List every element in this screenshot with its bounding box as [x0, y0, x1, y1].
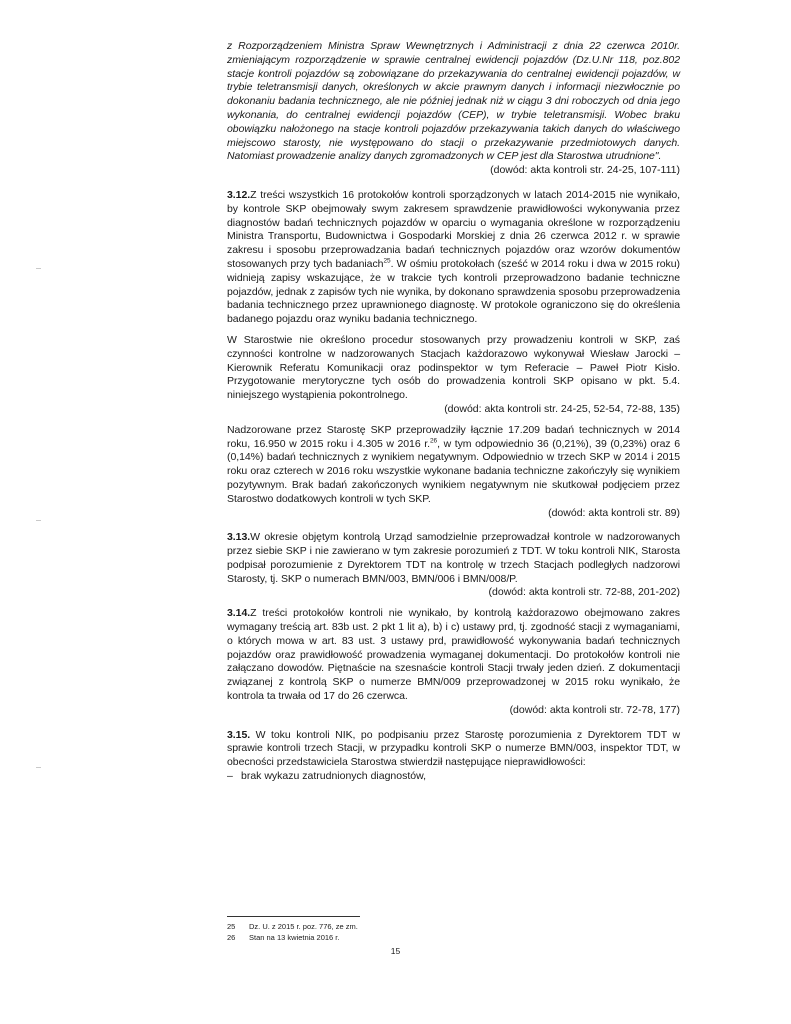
evidence-reference: (dowód: akta kontroli str. 24-25, 52-54, 72-88, 135) [444, 402, 680, 415]
section-3-13-paragraph: 3.13.W okresie objętym kontrolą Urząd samodzielnie przeprowadzał kontrole w nadzorowanych przez siebie SKP i nie zawierano w tym zakresie porozumień z TDT. W toku kontroli NIK, Starosta podpisał porozumienie z Dyrektorem TDT na kontrolę w trzech Stacjach podległych nadzorowi Starosty, tj. SKP o numerach BMN/003, BMN/006 i BMN/008/P. [227, 531, 680, 585]
main-text-column [227, 40, 680, 784]
footnote: 25 Dz. U. z 2015 r. poz. 776, ze zm. [227, 922, 358, 931]
section-number: 3.14. [227, 607, 251, 620]
section-3-12-paragraph-1: 3.12.Z treści wszystkich 16 protokołów kontroli sporządzonych w latach 2014-2015 nie wynikało, by kontrole SKP obejmowały swym zakresem sprawdzenie prawidłowości wykonywania przez diagnostów badań technicznych pojazdów w oparciu o wymagania określone w rozporządzeniu Ministra Transportu, Budownictwa i Gospodarki Morskiej z dnia 26 czerwca 2012 r. w sprawie zakresu i sposobu przeprowadzania badań technicznych pojazdów oraz wzorów dokumentów stosowanych przy tych badaniach$^{25}$. W ośmiu protokołach (sześć w 2014 roku i dwa w 2015 roku) widnieją zapisy wskazujące, że w trakcie tych kontroli przeprowadzono badanie techniczne pojazdów, jednak z zapisów tych nie wynika, by dokonano sprawdzenia sposobu przeprowadzenia badania technicznego przez uprawnionego diagnostę. W protokole ograniczono się do określenia badanego pojazdu oraz wyniku badania technicznego. [227, 188, 680, 326]
quoted-explanation: z Rozporządzeniem Ministra Spraw Wewnętrznych i Administracji z dnia 22 czerwca 2010r. zmieniającym rozporządzenie w sprawie centralnej ewidencji pojazdów (Dz.U.Nr 118, poz.802 stacje kontroli pojazdów są zobowiązane do przekazywania do centralnej ewidencji pojazdów, w trybie teletransmisji danych, określonych w akcie prawnym danych i informacji niezwłocznie po dokonaniu badania technicznego, ale nie później jednak niż w ciągu 3 dni roboczych od dnia jego wykonania, do centralnej ewidencji pojazdów (CEP), w trybie teletransmisji. Wobec braku obowiązku nałożonego na stacje kontroli pojazdów przekazywania takich danych do właściwego miejscowo starosty, nie występowano do stacji o przekazywanie przedmiotowych danych. Natomiast prowadzenie analizy danych zgromadzonych w CEP jest dla Starostwa utrudnione". [227, 40, 680, 163]
page-number: 15 [390, 946, 401, 956]
section-number: 3.12. [227, 188, 251, 201]
evidence-reference: (dowód: akta kontroli str. 89) [548, 506, 680, 519]
footnote-divider [227, 916, 360, 917]
evidence-reference: (dowód: akta kontroli str. 24-25, 107-111) [490, 164, 680, 177]
section-3-12-paragraph-3: Nadzorowane przez Starostę SKP przeprowadziły łącznie 17.209 badań technicznych w 2014 roku, 16.950 w 2015 roku i 4.305 w 2016 r.$^{26}$, w tym odpowiednio 36 (0,21%), 39 (0,23%) oraz 6 (0,14%) badań technicznych z wynikiem negatywnym. Odpowiednio w trzech SKP w 2014 i 2015 roku oraz czterech w 2016 roku wszystkie wykonane badania techniczne zakończyły się wynikiem pozytywnym. Brak badań zakończonych wynikiem negatywnym nie skutkował podjęciem przez Starostwo dodatkowych kontroli w tych SKP. [227, 423, 680, 505]
footnotes [227, 921, 680, 943]
footnote-ref: 26 [429, 437, 438, 445]
section-number: 3.13. [227, 531, 251, 544]
scan-artifact [36, 520, 41, 521]
section-number: 3.15. [227, 728, 251, 741]
footnote-ref: 25 [383, 257, 391, 265]
footnote-number: 25 [227, 922, 236, 931]
footnote-number: 26 [227, 933, 236, 942]
section-3-15-paragraph: 3.15. W toku kontroli NIK, po podpisaniu przez Starostę porozumienia z Dyrektorem TDT w sprawie kontroli trzech Stacji, w przypadku kontroli SKP o numerze BMN/003, inspektor TDT, w obecności przedstawiciela Starostwa stwierdził następujące nieprawidłowości: [227, 728, 680, 769]
scan-artifact [36, 767, 41, 768]
bullet-item: – brak wykazu zatrudnionych diagnostów, [227, 770, 427, 783]
evidence-reference: (dowód: akta kontroli str. 72-78, 177) [509, 703, 680, 716]
footnote: 26 Stan na 13 kwietnia 2016 r. [227, 933, 340, 942]
evidence-reference: (dowód: akta kontroli str. 72-88, 201-202) [488, 586, 680, 599]
dash-bullet-icon: – [227, 770, 233, 783]
scan-artifact [36, 268, 41, 269]
section-3-12-paragraph-2: W Starostwie nie określono procedur stosowanych przy prowadzeniu kontroli w SKP, zaś czynności kontrolne w nadzorowanych Stacjach każdorazowo wykonywał Wiesław Jarocki – Kierownik Referatu Komunikacji oraz podinspektor w tym Referacie – Paweł Piotr Kisło. Przygotowanie merytoryczne tych osób do prowadzenia kontroli SKP opisano w pkt. 5.4. niniejszego wystąpienia pokontrolnego. [227, 333, 680, 402]
section-3-14-paragraph: 3.14.Z treści protokołów kontroli nie wynikało, by kontrolą każdorazowo obejmowano zakres wymagany treścią art. 83b ust. 2 pkt 1 lit a), b) i c) ustawy prd, tj. zgodność stacji z wymaganiami, o których mowa w art. 83 ust. 3 ustawy prd, prawidłowość wykonywania badań technicznych pojazdów oraz prawidłowość prowadzenia wymaganej dokumentacji. Do protokołów kontroli nie załączano dowodów. Piętnaście na szesnaście kontroli Stacji trwały jeden dzień. Z dokumentacji związanej z kontrolą SKP o numerze BMN/009 przeprowadzonej w 2015 roku wynikało, że kontrola ta trwała od 17 do 26 czerwca. [227, 607, 680, 703]
